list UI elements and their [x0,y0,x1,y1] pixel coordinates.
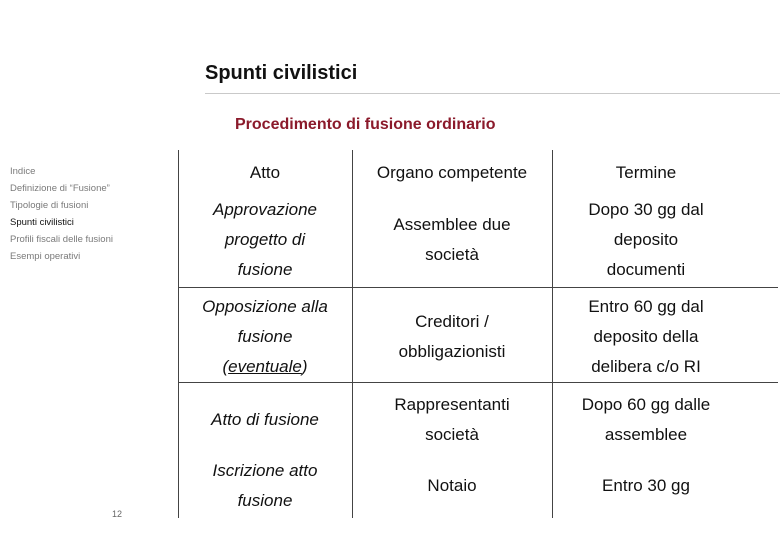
organo-line: obbligazionisti [398,342,506,361]
termine-line: documenti [606,260,686,279]
termine-line: deposito [613,230,679,249]
table-row-1-termine [552,195,740,285]
organo-line: società [425,425,479,444]
termine-line: delibera c/o RI [591,357,701,376]
table-row-2-organo [352,292,552,382]
atto-line: Atto di fusione [211,410,319,429]
header-organo-competente: Organo competente [376,163,528,182]
atto-line: Opposizione alla [202,297,328,316]
atto-line: Iscrizione atto [212,461,318,480]
atto-line: progetto di [224,230,306,249]
table-row-2-termine [552,292,740,382]
table-row-3-termine [552,388,740,452]
atto-line: Approvazione [213,200,317,219]
table-row-2-atto [178,292,352,382]
organo-line: Assemblee due [393,215,511,234]
table-row-3-organo [352,388,552,452]
nav-item-tipologie[interactable]: Tipologie di fusioni [10,200,89,211]
table-row-divider [178,382,778,383]
table-row-divider [178,287,778,288]
atto-line: fusione [237,491,293,510]
table-row-4-termine [552,456,740,516]
title-divider [205,93,780,94]
termine-line: deposito della [593,327,699,346]
table-row-1-organo [352,195,552,285]
procedure-table [178,150,778,518]
header-termine: Termine [615,163,677,182]
termine-line: Entro 30 gg [602,476,690,495]
termine-line: Dopo 60 gg dalle [581,395,711,414]
atto-line: (eventuale) [222,357,308,376]
table-row-4-organo [352,456,552,516]
table-row-4-atto [178,456,352,516]
nav-item-spunti-civilistici[interactable]: Spunti civilistici [10,217,74,228]
nav-item-esempi-operativi[interactable]: Esempi operativi [10,251,81,262]
eventuale-word: eventuale [228,357,302,376]
slide-title: Spunti civilistici [205,62,358,84]
atto-line: fusione [237,260,293,279]
atto-line: fusione [237,327,293,346]
termine-line: Dopo 30 gg dal [588,200,704,219]
table-row-3-atto [178,388,352,452]
nav-item-definizione[interactable]: Definizione di “Fusione” [10,183,110,194]
organo-line: Creditori / [415,312,489,331]
header-atto: Atto [249,163,281,182]
section-nav [10,163,113,265]
table-row-1-atto [178,195,352,285]
nav-item-indice[interactable]: Indice [10,166,36,177]
organo-line: Rappresentanti [394,395,510,414]
slide-subtitle: Procedimento di fusione ordinario [235,116,496,133]
nav-item-profili-fiscali[interactable]: Profili fiscali delle fusioni [10,234,113,245]
organo-line: società [425,245,479,264]
termine-line: Entro 60 gg dal [588,297,704,316]
page-number: 12 [112,509,123,519]
organo-line: Notaio [427,476,477,495]
termine-line: assemblee [604,425,688,444]
